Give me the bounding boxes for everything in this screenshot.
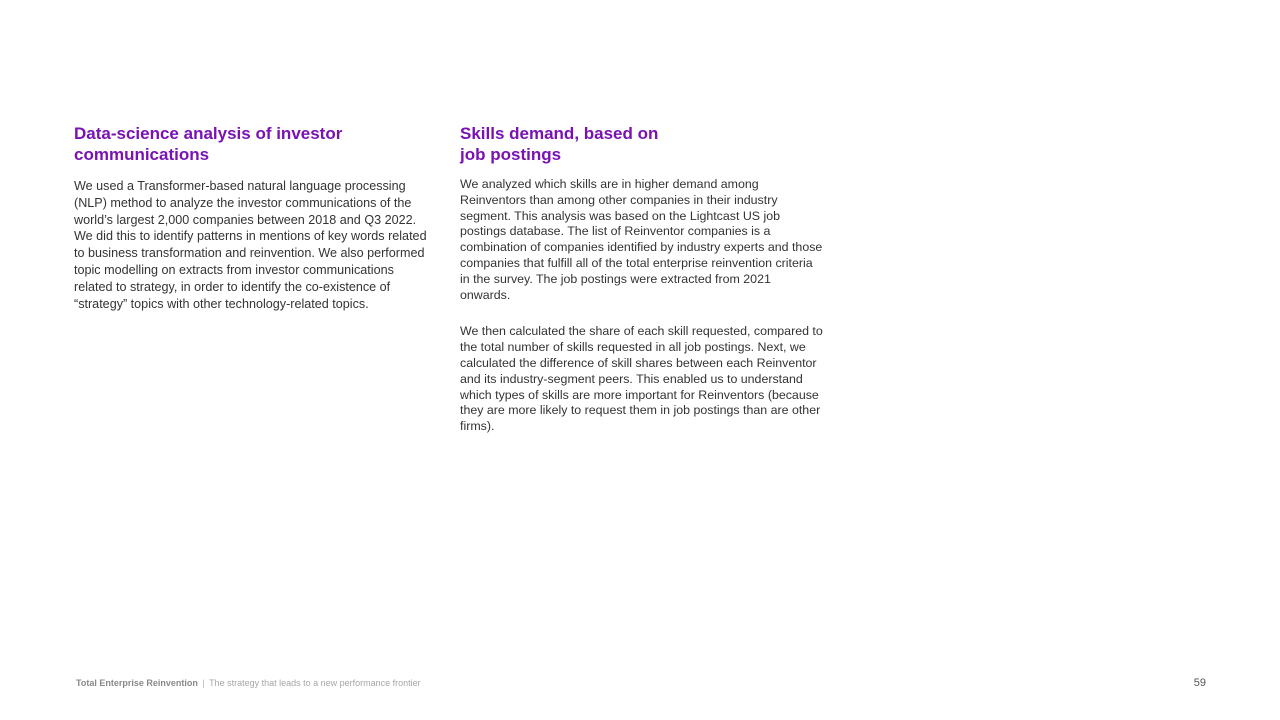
page-number: 59 — [1193, 677, 1206, 689]
left-section — [74, 123, 430, 312]
footer-subtitle: The strategy that leads to a new performance frontier — [209, 678, 421, 688]
right-section-paragraph-1: We analyzed which skills are in higher demand among Reinventors than among other companies in their industry segment. This analysis was based on the Lightcast US job postings database. The list of Reinventor companies is a combination of companies identified by industry experts and those companies that fulfill all of the total enterprise reinvention criteria in the survey. The job postings were extracted from 2021 onwards. — [460, 177, 823, 302]
footer-title: Total Enterprise Reinvention — [76, 678, 198, 688]
left-section-body: We used a Transformer-based natural language processing (NLP) method to analyze the investor communications of the world’s largest 2,000 companies between 2018 and Q3 2022. We did this to identify patterns in mentions of key words related to business transformation and reinvention. We also performed topic modelling on extracts from investor communications related to strategy, in order to identify the co-existence of “strategy” topics with other technology-related topics. — [74, 179, 427, 311]
right-section — [460, 123, 824, 435]
footer — [76, 677, 421, 689]
right-section-heading: Skills demand, based on job postings — [460, 124, 659, 164]
right-section-paragraph-2: We then calculated the share of each skill requested, compared to the total number of skills requested in all job postings. Next, we calculated the difference of skill shares between each Reinventor and its industry-segment peers. This enabled us to understand which types of skills are more important for Reinventors (because they are more likely to request them in job postings than are other firms). — [460, 324, 823, 434]
left-section-heading: Data-science analysis of investor communications — [74, 124, 343, 164]
footer-separator: | — [202, 678, 205, 688]
